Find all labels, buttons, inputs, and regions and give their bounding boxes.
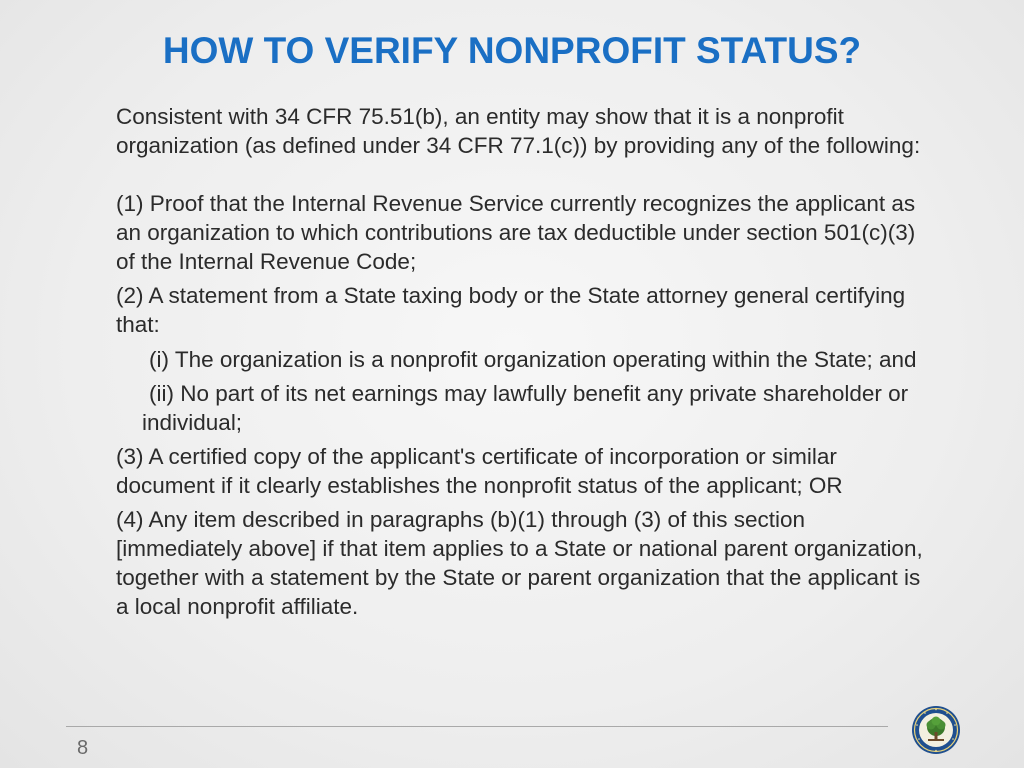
sub-item-ii: (ii) No part of its net earnings may lawfully benefit any private shareholder or individual; <box>142 381 909 435</box>
slide-title: HOW TO VERIFY NONPROFIT STATUS? <box>162 30 862 71</box>
department-of-education-seal-icon <box>911 705 961 755</box>
sub-item-i: (i) The organization is a nonprofit organization operating within the State; and <box>149 347 917 372</box>
page-number: 8 <box>77 737 89 759</box>
slide-body <box>116 102 926 626</box>
item-3: (3) A certified copy of the applicant's certificate of incorporation or similar document if it clearly establishes the nonprofit status of the applicant; OR <box>116 444 843 498</box>
item-2: (2) A statement from a State taxing body or the State attorney general certifying that: <box>116 283 906 337</box>
item-1: (1) Proof that the Internal Revenue Service currently recognizes the applicant as an organization to which contributions are tax deductible under section 501(c)(3) of the Internal Revenue Code; <box>116 191 916 274</box>
footer-divider <box>66 726 888 727</box>
item-4: (4) Any item described in paragraphs (b)(1) through (3) of this section [immediately above] if that item applies to a State or national parent organization, together with a statement by the State or parent organization that the applicant is a local nonprofit affiliate. <box>116 507 923 619</box>
intro-paragraph: Consistent with 34 CFR 75.51(b), an entity may show that it is a nonprofit organization (as defined under 34 CFR 77.1(c)) by providing any of the following: <box>116 104 921 158</box>
